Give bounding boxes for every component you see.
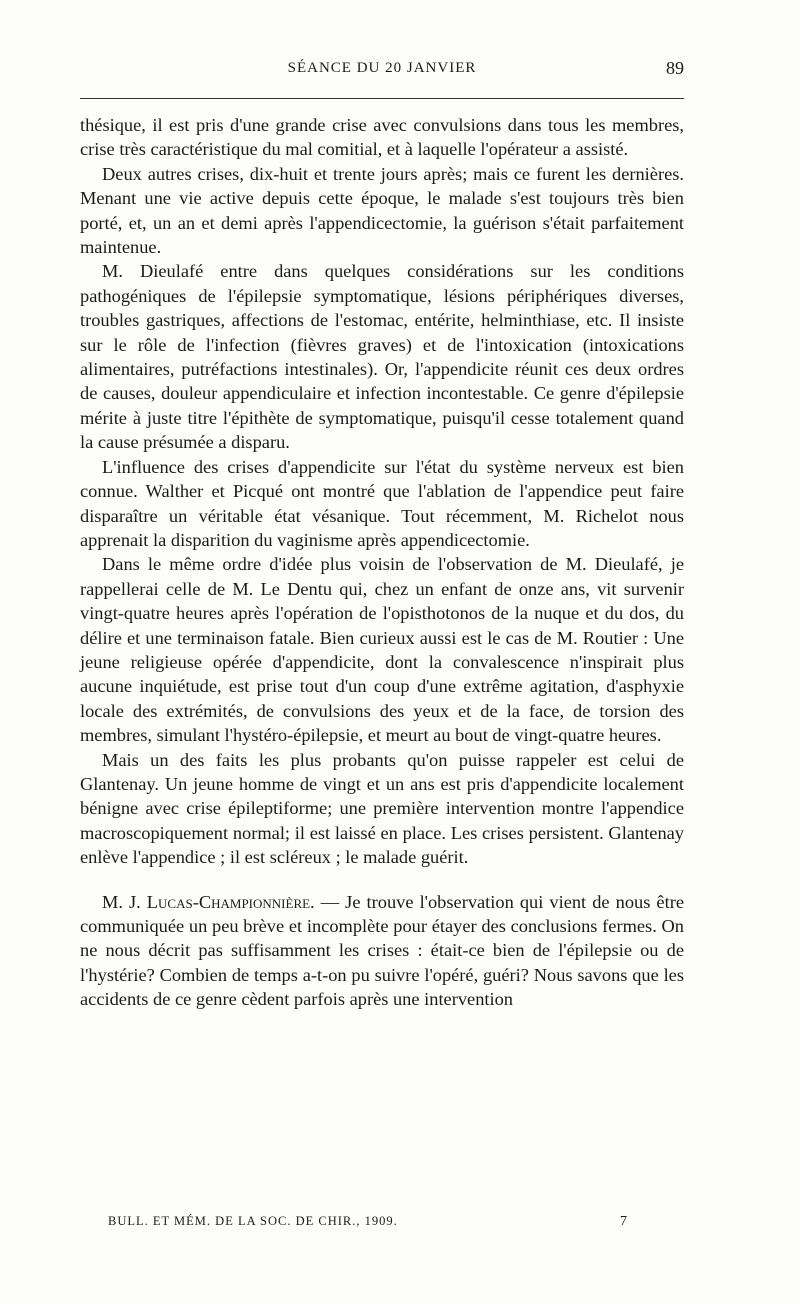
body-text <box>80 113 684 1012</box>
paragraph: L'influence des crises d'appendicite sur l'état du système nerveux est bien connue. Walther et Picqué ont montré que l'ablation de l'appendice peut faire disparaître un véritable état vésanique. Tout récemment, M. Richelot nous apprenait la disparition du vaginisme après appendicectomie. <box>80 456 684 550</box>
paragraph: M. Dieulafé entre dans quelques considérations sur les conditions pathogéniques de l'épilepsie symptomatique, lésions périphériques diverses, troubles gastriques, affections de l'estomac, entérite, helminthiase, etc. Il insiste sur le rôle de l'infection (fièvres graves) et de l'intoxication (intoxications alimentaires, putréfactions intestinales). Or, l'appendicite réunit ces deux ordres de causes, douleur appendiculaire et infection incontestable. Ce genre d'épilepsie mérite à juste titre l'épithète de symptomatique, puisqu'il cesse totalement quand la cause présumée a disparu. <box>80 261 684 453</box>
paragraph: Dans le même ordre d'idée plus voisin de l'observation de M. Dieulafé, je rappellerai celle de M. Le Dentu qui, chez un enfant de onze ans, vit survenir vingt-quatre heures après l'opération de l'opisthotonos de la nuque et du dos, du délire et une terminaison fatale. Bien curieux aussi est le cas de M. Routier : Une jeune religieuse opérée d'appendicite, dont la convalescence n'inspirait plus aucune inquiétude, est prise tout d'un coup d'une extrême agitation, d'asphyxie locale des extrémités, de convulsions des yeux et de la face, de torsion des membres, simulant l'hystéro-épilepsie, et meurt au bout de vingt-quatre heures. <box>80 554 684 746</box>
page-footer <box>108 1214 628 1229</box>
paragraph: Deux autres crises, dix-huit et trente jours après; mais ce furent les dernières. Menant une vie active depuis cette époque, le malade s'est toujours très bien porté, et, un an et demi après l'appendicectomie, la guérison s'était parfaitement maintenue. <box>80 163 684 258</box>
speaker-paragraph <box>80 890 684 1012</box>
footer-signature: 7 <box>620 1214 628 1229</box>
paragraph: Mais un des faits les plus probants qu'on puisse rappeler est celui de Glantenay. Un jeune homme de vingt et un ans est pris d'appendicite localement bénigne avec crise épileptiforme; une première intervention montre l'appendice macroscopiquement normal; il est laissé en place. Les crises persistent. Glantenay enlève l'appendice ; il est scléreux ; le malade guérit. <box>80 749 684 868</box>
page-number: 89 <box>666 58 684 78</box>
header-title: SÉANCE DU 20 JANVIER <box>287 60 477 76</box>
speaker-text: — Je trouve l'observation qui vient de nous être communiquée un peu brève et incomplète pour étayer des conclusions fermes. On ne nous décrit pas suffisamment les crises : était-ce bien de l'épilepsie ou de l'hystérie? Combien de temps a-t-on pu suivre l'opéré, guéri? Nous savons que les accidents de ce genre cèdent parfois après une intervention <box>80 891 684 1010</box>
paragraph: thésique, il est pris d'une grande crise avec convulsions dans tous les membres, crise très caractéristique du mal comitial, et à laquelle l'opérateur a assisté. <box>80 115 684 160</box>
footer-citation: BULL. ET MÉM. DE LA SOC. DE CHIR., 1909. <box>108 1214 398 1228</box>
header-rule <box>80 98 684 99</box>
speaker-name: M. J. Lucas-Championnière. <box>102 891 315 912</box>
running-header <box>80 60 684 84</box>
